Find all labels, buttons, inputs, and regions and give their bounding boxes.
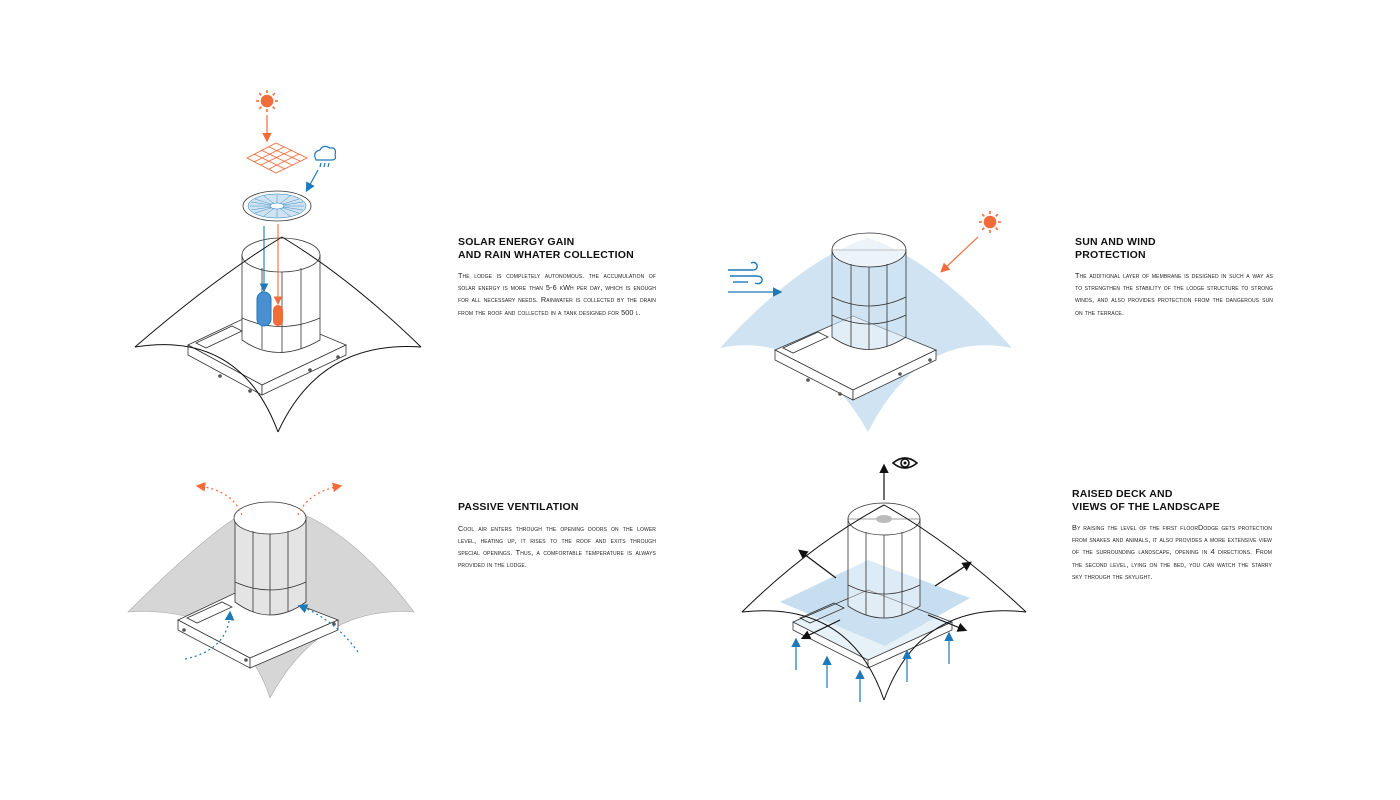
section-title [458, 236, 656, 261]
solar-panel-grid [247, 143, 307, 173]
diagram-sun-wind [720, 211, 1012, 432]
rain-collector-dish [243, 191, 311, 221]
diagram-solar-rain [135, 90, 421, 432]
title-line-2: VIEWS OF THE LANDSCAPE [1072, 500, 1220, 513]
diagram-raised-deck [742, 458, 1026, 702]
sun-icon [256, 90, 278, 112]
section-body: Cool air enters through the opening doors on the lower level, heating up, it rises to the roof and exits through special openings. Thus, a comfortable temperature is always provided in the lodge. [458, 523, 656, 570]
title-line-2: AND RAIN WHATER COLLECTION [458, 248, 634, 261]
wind-icon [728, 262, 762, 283]
section-title [1075, 236, 1273, 261]
diagram-passive-ventilation [128, 486, 414, 698]
section-passive-ventilation [458, 501, 656, 571]
title-line-1: SOLAR ENERGY GAIN [458, 236, 575, 248]
sun-icon [979, 211, 1001, 233]
section-raised-deck [1072, 488, 1272, 583]
section-sun-wind [1075, 236, 1273, 319]
section-body: The additional layer of membrane is designed in such a way as to strengthen the stability of the lodge structure to strong winds, and also provides protection from the dangerous sun on the terrace. [1075, 271, 1273, 317]
section-body: By raising the level of the first floorDodge gets protection from snakes and animals, it also provides a more extensive view of the surrounding landscape, opening in 4 directions. From the second level, lying on the bed, you can watch the starry sky through the skylight. [1072, 523, 1272, 581]
section-solar-rain [458, 236, 656, 319]
title-line-1: SUN AND WIND [1075, 236, 1156, 248]
water-tank [257, 292, 271, 326]
battery-tank [273, 305, 283, 326]
section-title [458, 501, 656, 514]
title-line-2: PROTECTION [1075, 248, 1146, 261]
section-title [1072, 488, 1272, 513]
section-body: The lodge is completely autonomous. the accumulation of solar energy is more than 5-6 kWh per day, which is enough for all necessary needs. Rainwater is collected by the drain from the roof and collected in a tank designed for 500 l. [458, 271, 656, 317]
rain-cloud-icon [315, 146, 336, 167]
eye-icon [893, 458, 917, 468]
title-line-1: RAISED DECK AND [1072, 488, 1173, 500]
title-line-1: PASSIVE VENTILATION [458, 501, 579, 513]
